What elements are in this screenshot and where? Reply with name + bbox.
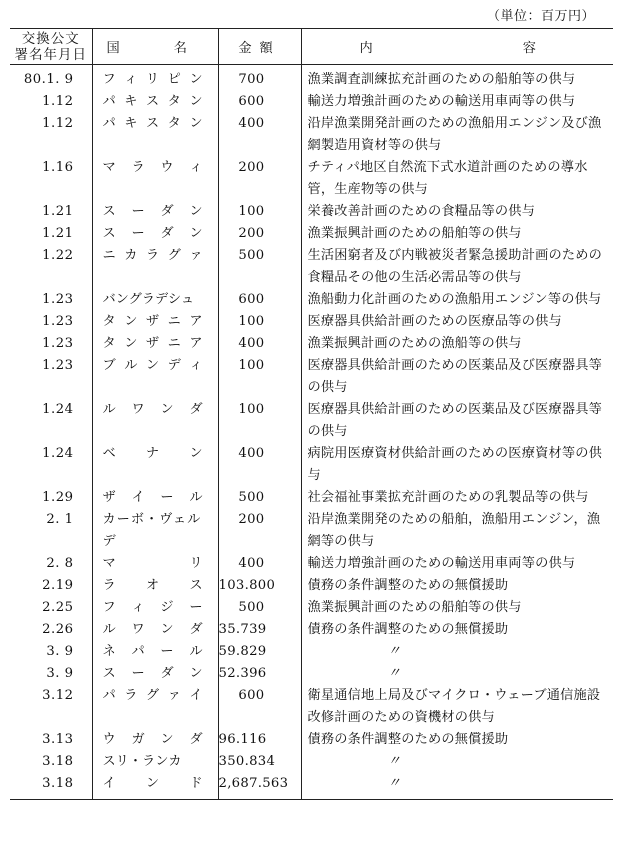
table-row [10, 443, 613, 487]
aid-table [10, 28, 613, 800]
row-content [301, 487, 613, 509]
row-country-text: ネ パ ー ル [102, 644, 203, 659]
row-amount: 600 [218, 685, 301, 729]
row-country-text: パ キ ス タ ン [102, 94, 203, 109]
row-country-text: スリ・ランカ [102, 754, 182, 769]
row-country-text: タ ン ザ ニ ア [102, 336, 203, 351]
row-date: 1.12 [10, 91, 92, 113]
header-content-a: 内 [359, 41, 373, 56]
row-amount: 35.739 [218, 619, 301, 641]
row-content-text: 沿岸漁業開発のための船舶，漁船用エンジン，漁網等の供与 [307, 512, 601, 549]
row-country-text: ス ー ダ ン [102, 666, 203, 681]
row-country [92, 729, 218, 751]
row-date: 1.23 [10, 333, 92, 355]
row-country [92, 65, 218, 92]
row-country-text: パ キ ス タ ン [102, 116, 203, 131]
row-country-text: ウ ガ ン ダ [102, 732, 203, 747]
table-row [10, 641, 613, 663]
table-row [10, 91, 613, 113]
row-country [92, 575, 218, 597]
table-row [10, 597, 613, 619]
row-content [301, 223, 613, 245]
table-row [10, 113, 613, 157]
row-country [92, 399, 218, 443]
row-amount: 600 [218, 91, 301, 113]
row-amount: 100 [218, 399, 301, 443]
row-content [301, 729, 613, 751]
row-date: 1.24 [10, 443, 92, 487]
row-country [92, 201, 218, 223]
row-content-text: 衛星通信地上局及びマイクロ・ウェーブ通信施設改修計画のための資機材の供与 [307, 688, 601, 725]
row-content-text: 〃 [387, 644, 401, 659]
table-header-row [10, 29, 613, 65]
row-country [92, 245, 218, 289]
row-amount: 400 [218, 113, 301, 157]
row-content [301, 773, 613, 800]
row-country-text: ス ー ダ ン [102, 204, 203, 219]
row-content [301, 553, 613, 575]
row-amount: 100 [218, 311, 301, 333]
row-date: 1.29 [10, 487, 92, 509]
row-country-text: ブ ル ン デ ィ [102, 358, 203, 373]
row-date: 3.18 [10, 773, 92, 800]
row-content-text: 生活困窮者及び内戦被災者緊急援助計画のための食糧品その他の生活必需品等の供与 [307, 248, 603, 285]
row-content-text: 債務の条件調整のための無償援助 [307, 578, 509, 593]
row-content-text: 漁船動力化計画のための漁船用エンジン等の供与 [307, 292, 602, 307]
row-country-text: ス ー ダ ン [102, 226, 203, 241]
table-row [10, 685, 613, 729]
row-content-text: 漁業振興計画のための船舶等の供与 [307, 226, 522, 241]
row-content-text: 〃 [387, 666, 401, 681]
row-date: 1.16 [10, 157, 92, 201]
row-country [92, 751, 218, 773]
row-date: 1.23 [10, 355, 92, 399]
row-country [92, 641, 218, 663]
row-content-text: 債務の条件調整のための無償援助 [307, 622, 509, 637]
row-country-text: カーボ・ヴェルデ [102, 512, 202, 549]
row-amount: 59.829 [218, 641, 301, 663]
row-country [92, 773, 218, 800]
row-content [301, 641, 613, 663]
row-content [301, 65, 613, 92]
header-date-line2: 署名年月日 [14, 46, 87, 63]
row-country-text: ニ カ ラ グ ァ [102, 248, 203, 263]
table-row [10, 729, 613, 751]
row-content [301, 157, 613, 201]
row-content [301, 91, 613, 113]
row-content [301, 619, 613, 641]
row-date: 2.25 [10, 597, 92, 619]
row-country-text: マ リ [102, 556, 203, 571]
row-content-text: 輸送力増強計画のための輸送用車両等の供与 [307, 94, 576, 109]
row-amount: 2,687.563 [218, 773, 301, 800]
row-amount: 500 [218, 597, 301, 619]
table-row [10, 355, 613, 399]
row-country [92, 597, 218, 619]
row-country [92, 443, 218, 487]
row-content [301, 355, 613, 399]
row-date: 3.12 [10, 685, 92, 729]
row-country-text: ル ワ ン ダ [102, 622, 203, 637]
row-amount: 350.834 [218, 751, 301, 773]
row-date: 1.24 [10, 399, 92, 443]
table-row [10, 509, 613, 553]
row-content [301, 663, 613, 685]
row-country [92, 113, 218, 157]
table-row [10, 157, 613, 201]
header-amount: 金額 [218, 29, 301, 65]
row-content-text: 医療器具供給計画のための医薬品及び医療器具等の供与 [307, 358, 603, 395]
row-content-text: 漁業振興計画のための漁船等の供与 [307, 336, 522, 351]
row-country [92, 157, 218, 201]
row-country-text: ル ワ ン ダ [102, 402, 203, 417]
row-country [92, 311, 218, 333]
row-content [301, 751, 613, 773]
row-amount: 400 [218, 443, 301, 487]
header-country-b: 名 [173, 41, 189, 56]
row-country-text: タ ン ザ ニ ア [102, 314, 203, 329]
table-row [10, 751, 613, 773]
row-date: 2. 1 [10, 509, 92, 553]
row-country-text: フ ィ ジ ー [102, 600, 203, 615]
table-row [10, 553, 613, 575]
row-amount: 103.800 [218, 575, 301, 597]
table-row [10, 311, 613, 333]
row-amount: 500 [218, 245, 301, 289]
row-date: 3. 9 [10, 663, 92, 685]
row-country-text: バングラデシュ [102, 292, 195, 307]
table-row [10, 663, 613, 685]
row-country-text: パ ラ グ ァ イ [102, 688, 203, 703]
table-row [10, 223, 613, 245]
row-country [92, 91, 218, 113]
table-row [10, 399, 613, 443]
row-content [301, 575, 613, 597]
row-content-text: 沿岸漁業開発計画のための漁船用エンジン及び漁網製造用資材等の供与 [307, 116, 602, 153]
row-content-text: 債務の条件調整のための無償援助 [307, 732, 509, 747]
row-content-text: 〃 [387, 776, 401, 791]
row-content [301, 201, 613, 223]
row-country-text: ラ オ ス [102, 578, 203, 593]
row-content [301, 311, 613, 333]
row-date: 3.18 [10, 751, 92, 773]
row-content-text: 栄養改善計画のための食糧品等の供与 [307, 204, 536, 219]
table-row [10, 245, 613, 289]
header-date [10, 29, 92, 65]
row-country [92, 223, 218, 245]
row-date: 1.12 [10, 113, 92, 157]
table-row [10, 333, 613, 355]
row-country [92, 487, 218, 509]
table-row [10, 289, 613, 311]
row-date: 1.23 [10, 311, 92, 333]
row-country-text: イ ン ド [102, 776, 203, 791]
row-content-text: チティパ地区自然流下式水道計画のための導水管，生産物等の供与 [307, 160, 588, 197]
row-content-text: 〃 [387, 754, 401, 769]
row-country [92, 663, 218, 685]
row-content-text: 病院用医療資材供給計画のための医療資材等の供与 [307, 446, 603, 483]
row-country [92, 553, 218, 575]
row-amount: 600 [218, 289, 301, 311]
row-amount: 400 [218, 333, 301, 355]
row-date: 1.23 [10, 289, 92, 311]
row-country [92, 333, 218, 355]
table-row [10, 65, 613, 92]
header-date-line1: 交換公文 [21, 30, 80, 47]
row-date: 1.21 [10, 223, 92, 245]
row-country-text: マ ラ ウ ィ [102, 160, 203, 175]
row-date: 1.22 [10, 245, 92, 289]
row-date: 80.1. 9 [10, 65, 92, 92]
header-country [92, 29, 218, 65]
table-row [10, 575, 613, 597]
row-content-text: 輸送力増強計画のための輸送用車両等の供与 [307, 556, 576, 571]
row-content [301, 289, 613, 311]
header-content-b: 容 [522, 41, 536, 56]
row-content-text: 漁業振興計画のための船舶等の供与 [307, 600, 522, 615]
row-country [92, 289, 218, 311]
row-content-text: 社会福祉事業拡充計画のための乳製品等の供与 [307, 490, 589, 505]
table-row [10, 619, 613, 641]
row-amount: 500 [218, 487, 301, 509]
row-content [301, 333, 613, 355]
row-content-text: 医療器具供給計画のための医療品等の供与 [307, 314, 562, 329]
row-country [92, 355, 218, 399]
row-content-text: 漁業調査訓練拡充計画のための船舶等の供与 [307, 72, 576, 87]
row-amount: 200 [218, 223, 301, 245]
row-date: 1.21 [10, 201, 92, 223]
row-country-text: ザ イ ー ル [102, 490, 203, 505]
row-content [301, 685, 613, 729]
header-content [301, 29, 613, 65]
unit-label: （単位：百万円） [486, 9, 595, 24]
row-country [92, 509, 218, 553]
row-date: 2.19 [10, 575, 92, 597]
table-row [10, 487, 613, 509]
row-amount: 52.396 [218, 663, 301, 685]
row-amount: 200 [218, 157, 301, 201]
row-country [92, 685, 218, 729]
row-country-text: ベ ナ ン [102, 446, 203, 461]
row-content [301, 399, 613, 443]
table-row [10, 773, 613, 800]
row-content [301, 443, 613, 487]
row-date: 3.13 [10, 729, 92, 751]
row-content [301, 509, 613, 553]
header-country-a: 国 [106, 41, 122, 56]
row-date: 3. 9 [10, 641, 92, 663]
row-amount: 100 [218, 201, 301, 223]
row-amount: 100 [218, 355, 301, 399]
table-row [10, 201, 613, 223]
row-amount: 700 [218, 65, 301, 92]
row-amount: 200 [218, 509, 301, 553]
row-content [301, 245, 613, 289]
row-amount: 400 [218, 553, 301, 575]
row-date: 2. 8 [10, 553, 92, 575]
table-body [10, 65, 613, 800]
row-date: 2.26 [10, 619, 92, 641]
row-amount: 96.116 [218, 729, 301, 751]
row-content [301, 597, 613, 619]
row-country-text: フ ィ リ ピ ン [102, 72, 203, 87]
row-country [92, 619, 218, 641]
row-content [301, 113, 613, 157]
row-content-text: 医療器具供給計画のための医薬品及び医療器具等の供与 [307, 402, 603, 439]
